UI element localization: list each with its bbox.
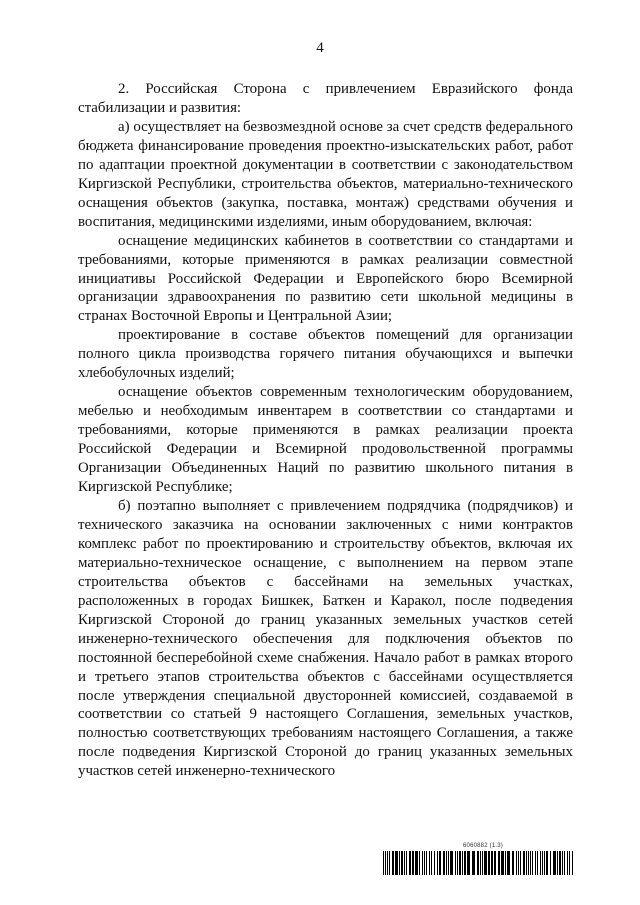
paragraph-section-2: 2. Российская Сторона с привлечением Евразийского фонда стабилизации и развития: bbox=[78, 81, 573, 116]
paragraph-medical-rooms: оснащение медицинских кабинетов в соответствии со стандартами и требованиями, которые применяются в рамках реализации совместной инициативы Российской Федерации и Европейского бюро Всемирной организации здравоохранения по развитию сети школьной медицины в странах Восточной Европы и Центральной Азии; bbox=[78, 232, 573, 325]
document-body bbox=[78, 80, 573, 781]
paragraph-catering-design: проектирование в составе объектов помещений для организации полного цикла производства горячего питания обучающихся и выпечки хлебобулочных изделий; bbox=[78, 327, 573, 382]
page-number: 4 bbox=[316, 40, 324, 56]
paragraph-equipment: оснащение объектов современным технологическим оборудованием, мебелью и необходимым инвентарем в соответствии со стандартами и требованиями, которые применяются в рамках реализации проекта Российской Федерации и Всемирной продовольственной программы Организации Объединенных Наций по развитию школьного питания в Киргизской Республике; bbox=[78, 384, 573, 496]
document-barcode-area bbox=[383, 843, 573, 875]
barcode-icon bbox=[383, 851, 573, 875]
barcode-label: 6060882 (1.3) bbox=[463, 843, 503, 849]
paragraph-item-b: б) поэтапно выполняет с привлечением подрядчика (подрядчиков) и технического заказчика на основании заключенных с ними контрактов комплекс работ по проектированию и строительству объектов, включая их материально-техническое оснащение, с выполнением на первом этапе строительства объектов с бассейнами на земельных участках, расположенных в городах Бишкек, Баткен и Каракол, после подведения Киргизской Стороной до границ указанных земельных участков сетей инженерно-технического обеспечения для подключения объектов по постоянной бесперебойной схеме снабжения. Начало работ в рамках второго и третьего этапов строительства объектов с бассейнами осуществляется после утверждения специальной двусторонней комиссией, создаваемой в соответствии со статьей 9 настоящего Соглашения, земельных участков, полностью соответствующих требованиям настоящего Соглашения, а также после подведения Киргизской Стороной до границ указанных земельных участков сетей инженерно-технического bbox=[78, 497, 573, 780]
paragraph-item-a: а) осуществляет на безвозмездной основе за счет средств федерального бюджета финансирование проведения проектно-изыскательских работ, работ по адаптации проектной документации в соответствии с законодательством Киргизской Республики, строительства объектов, материально-технического оснащения объектов (закупка, поставка, монтаж) средствами обучения и воспитания, медицинскими изделиями, иным оборудованием, включая: bbox=[78, 118, 573, 230]
